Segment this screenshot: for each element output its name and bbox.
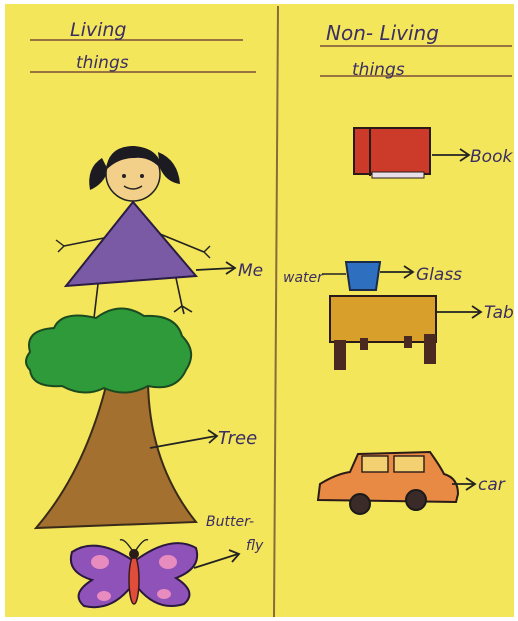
tree-drawing	[26, 308, 196, 528]
label-butterfly-line1: Butter-	[206, 514, 255, 530]
table-drawing	[330, 296, 436, 370]
car-drawing	[318, 452, 458, 514]
living-header-underlines	[30, 40, 256, 72]
label-tree: Tree	[218, 428, 258, 449]
arrow-me	[196, 262, 235, 274]
arrow-butterfly	[194, 550, 239, 568]
label-car: car	[478, 475, 505, 495]
nonliving-header-underlines	[320, 46, 512, 76]
center-divider	[274, 6, 278, 617]
label-butterfly-line2: fly	[246, 538, 264, 554]
arrow-tree	[150, 430, 217, 448]
label-book: Book	[470, 147, 513, 167]
label-me: Me	[238, 261, 264, 281]
nonliving-header-line1: Non- Living	[326, 21, 439, 45]
arrow-book	[432, 149, 469, 161]
girl-drawing	[56, 146, 210, 328]
arrow-glass	[380, 266, 413, 278]
butterfly-drawing	[71, 540, 197, 607]
living-header-line1: Living	[70, 19, 127, 41]
label-table: Tab	[484, 303, 514, 323]
label-water: water	[283, 270, 323, 286]
label-glass: Glass	[416, 265, 463, 285]
living-header-line2: things	[76, 53, 129, 73]
arrow-table	[436, 306, 481, 318]
book-drawing	[354, 128, 430, 178]
glass-drawing	[346, 262, 380, 290]
nonliving-header-line2: things	[352, 60, 405, 80]
